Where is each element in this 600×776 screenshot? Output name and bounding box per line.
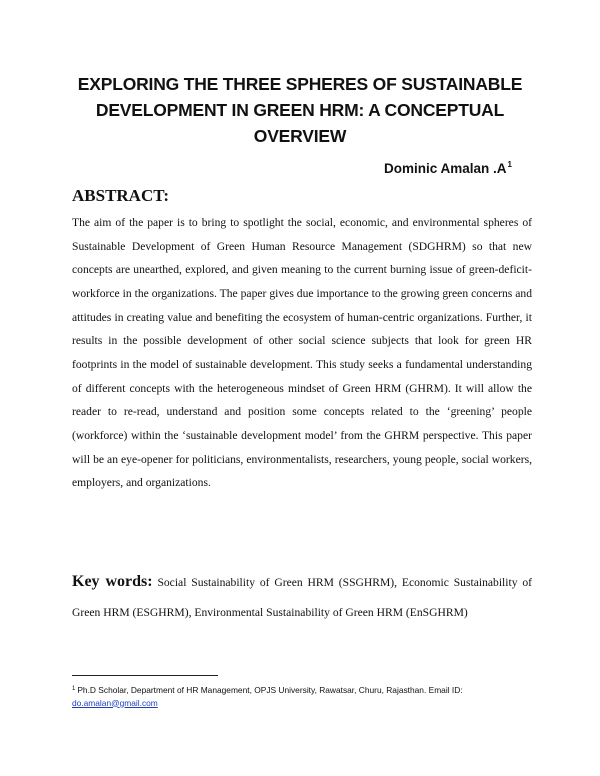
author-name-text: Dominic Amalan .A (384, 161, 507, 176)
author-name (384, 160, 512, 176)
keywords (72, 567, 532, 628)
abstract-text: The aim of the paper is to bring to spotlight the social, economic, and environmental spheres of Sustainable Development of Green Human Resource Management (SDGHRM) so that new concepts are unearthed, explored, and given meaning to the current burning issue of green-deficit-workforce in the organizations. The paper gives due importance to the growing green concerns and attitudes in creating value and benefiting the ecosystem of human-centric organizations. Further, it results in the possible development of other social science subjects that look for green HR footprints in the model of sustainable development. This study seeks a fundamental understanding of different concepts with the heterogeneous mindset of Green HRM (GHRM). It will allow the reader to re-read, understand and position some concepts related to the ‘greening’ people (workforce) within the ‘sustainable development model’ from the GHRM perspective. This paper will be an eye-opener for politicians, environmentalists, researchers, young people, social workers, employers, and organizations. (72, 216, 532, 490)
abstract-heading: ABSTRACT: (72, 186, 169, 205)
keywords-text: Social Sustainability of Green HRM (SSGHRM), Economic Sustainability of Green HRM (ESGHRM), Environmental Sustainability of Green HRM (EnSGHRM) (72, 576, 532, 619)
paper-title: EXPLORING THE THREE SPHERES OF SUSTAINABLE DEVELOPMENT IN GREEN HRM: A CONCEPTUAL OVERVIEW (77, 74, 523, 146)
author-footnote-mark: 1 (507, 160, 512, 169)
footnote (72, 683, 532, 709)
keywords-label: Key words: (72, 573, 153, 590)
footnote-mark: 1 (72, 686, 76, 692)
author-email-link[interactable]: do.amalan@gmail.com (72, 697, 158, 708)
footnote-text: Ph.D Scholar, Department of HR Management, OPJS University, Rawatsar, Churu, Rajasthan. Email ID: (77, 685, 463, 695)
footnote-divider (72, 675, 218, 676)
